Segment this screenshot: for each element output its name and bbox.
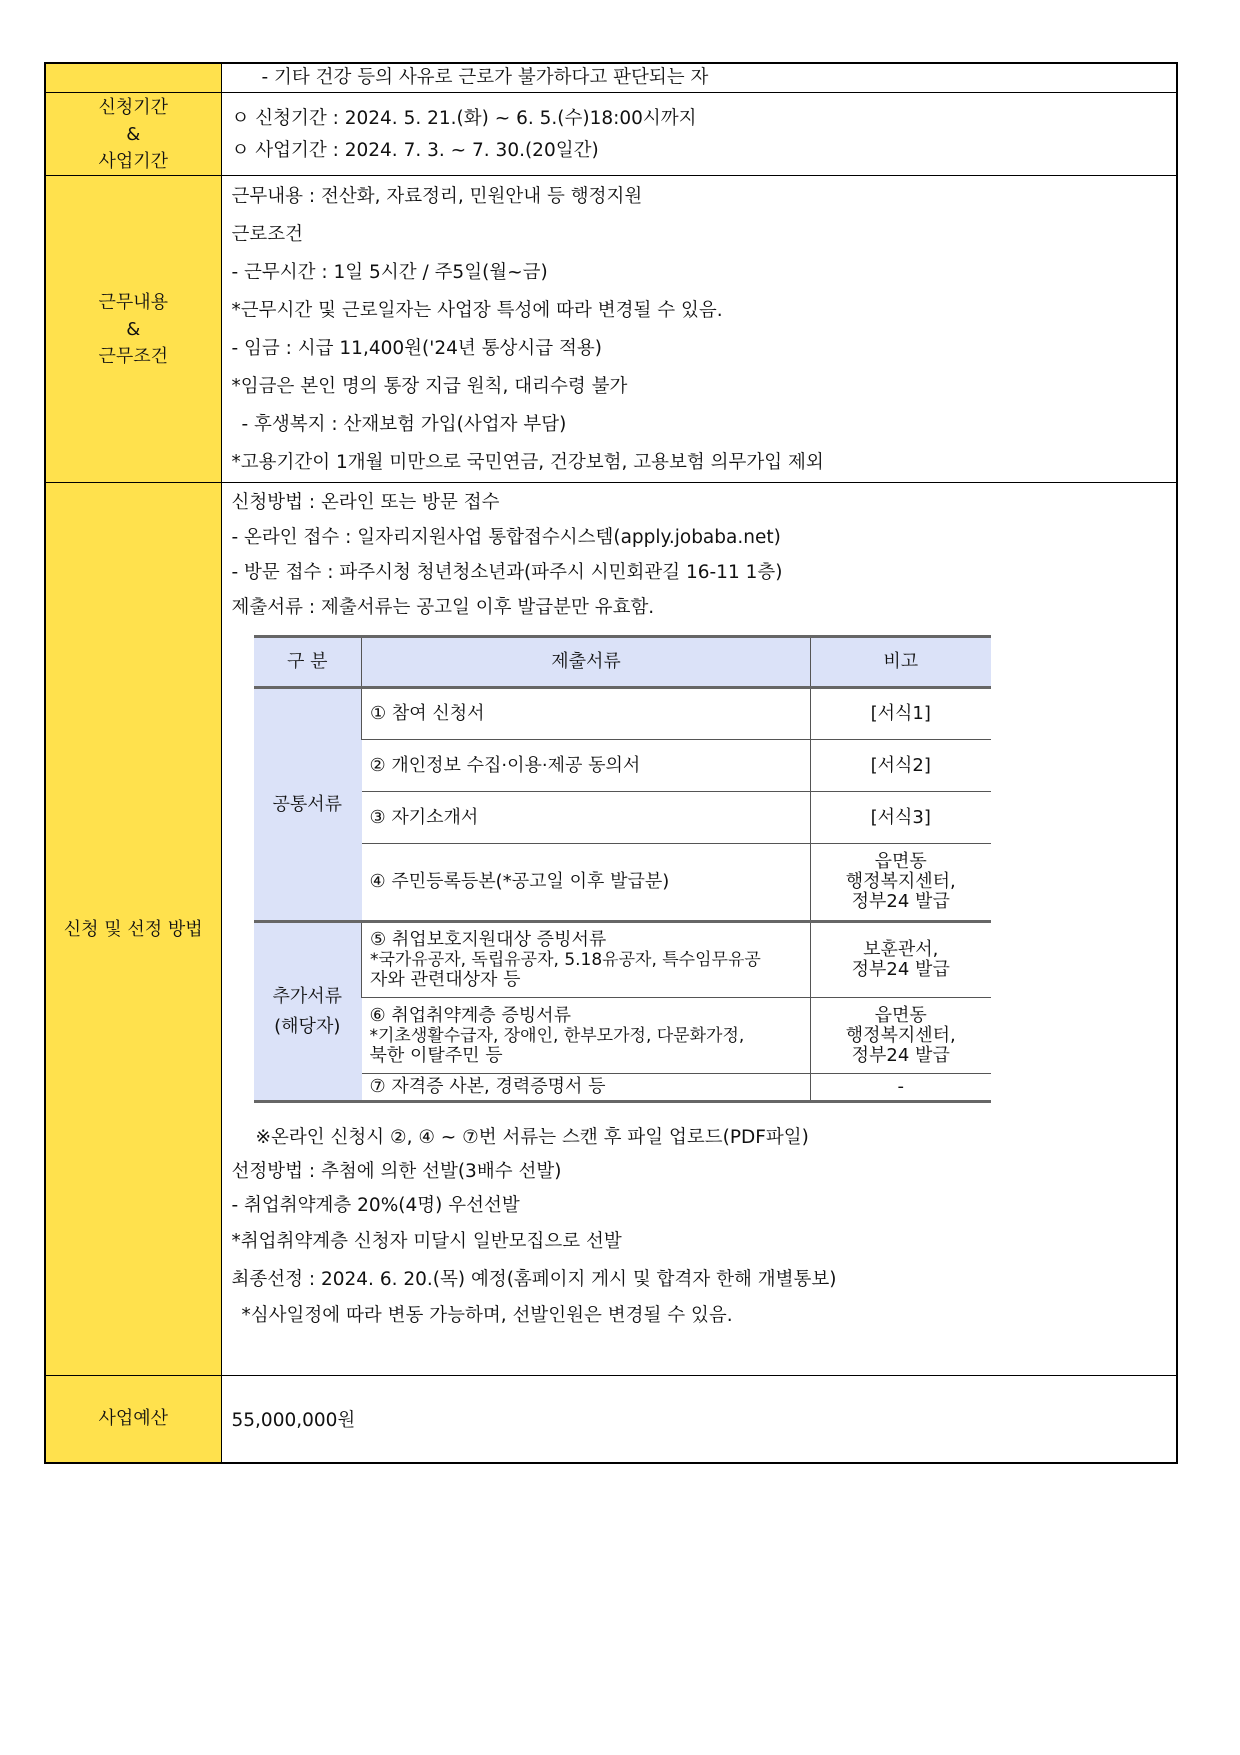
document-item: ① 참여 신청서 (362, 688, 811, 740)
document-note: [서식2] (811, 740, 991, 792)
final-selection: 최종선정 : 2024. 6. 20.(목) 예정(홈페이지 게시 및 합격자 한해 개별통보) (231, 1269, 837, 1290)
table-row (254, 792, 991, 844)
schedule-note: *심사일정에 따라 변동 가능하며, 선발인원은 변경될 수 있음. (241, 1305, 733, 1326)
budget-label: 사업예산 (45, 1376, 221, 1463)
row-budget (45, 1376, 1177, 1463)
required-documents-table (254, 635, 991, 1103)
priority-selection: - 취업취약계층 20%(4명) 우선선발 (231, 1195, 520, 1216)
document-note: [서식3] (811, 792, 991, 844)
document-item: ⑥ 취업취약계층 증빙서류 *기초생활수급자, 장애인, 한부모가정, 다문화가정, 북한 이탈주민 등 (362, 998, 811, 1074)
document-note: - (811, 1074, 991, 1102)
row-work-conditions (45, 176, 1177, 483)
upload-note: ※온라인 신청시 ②, ④ ~ ⑦번 서류는 스캔 후 파일 업로드(PDF파일) (255, 1127, 809, 1148)
program-info-table (44, 62, 1178, 1464)
header-category: 구 분 (254, 637, 362, 688)
document-item: ④ 주민등록등본(*공고일 이후 발급분) (362, 844, 811, 922)
table-row (254, 844, 991, 922)
row-application-selection (45, 483, 1177, 1376)
table-row (254, 1074, 991, 1102)
visit-application: - 방문 접수 : 파주시청 청년청소년과(파주시 시민회관길 16-11 1층) (231, 562, 783, 583)
wage-note: *임금은 본인 명의 통장 지급 원칙, 대리수령 불가 (231, 376, 628, 397)
documents-table-header (254, 637, 991, 688)
business-period: ㅇ 사업기간 : 2024. 7. 3. ~ 7. 30.(20일간) (231, 140, 599, 161)
header-note: 비고 (811, 637, 991, 688)
table-row (254, 688, 991, 740)
document-item: ⑦ 자격증 사본, 경력증명서 등 (369, 1076, 606, 1097)
document-item: ② 개인정보 수집·이용·제공 동의서 (362, 740, 811, 792)
row-disqualification (45, 63, 1177, 93)
document-item: ⑤ 취업보호지원대상 증빙서류 *국가유공자, 독립유공자, 5.18유공자, 특수임무유공 자와 관련대상자 등 (362, 922, 811, 998)
selection-method: 선정방법 : 추첨에 의한 선발(3배수 선발) (231, 1161, 562, 1182)
header-documents: 제출서류 (362, 637, 811, 688)
document-page (44, 62, 1176, 1464)
extra-documents-label: 추가서류 (해당자) (254, 922, 362, 1102)
document-item: ③ 자기소개서 (362, 792, 811, 844)
table-row (254, 922, 991, 998)
budget-value: 55,000,000원 (231, 1409, 356, 1431)
application-selection-label: 신청 및 선정 방법 (45, 483, 221, 1376)
wage: - 임금 : 시급 11,400원('24년 통상시급 적용) (231, 338, 602, 359)
document-note: 읍면동 행정복지센터, 정부24 발급 (811, 844, 991, 922)
welfare: - 후생복지 : 산재보험 가입(사업자 부담) (241, 414, 567, 435)
table-row (254, 740, 991, 792)
empty-label-cell (45, 63, 221, 93)
work-hours-note: *근무시간 및 근로일자는 사업장 특성에 따라 변경될 수 있음. (231, 300, 723, 321)
application-period: ㅇ 신청기간 : 2024. 5. 21.(화) ~ 6. 5.(수)18:00시까지 (231, 108, 697, 129)
disqualification-text: - 기타 건강 등의 사유로 근로가 불가하다고 판단되는 자 (261, 67, 709, 88)
work-conditions-label: 근무내용 & 근무조건 (45, 176, 221, 483)
work-hours: - 근무시간 : 1일 5시간 / 주5일(월~금) (231, 262, 548, 283)
table-row (254, 998, 991, 1074)
work-conditions-heading: 근로조건 (231, 224, 303, 245)
priority-note: *취업취약계층 신청자 미달시 일반모집으로 선발 (231, 1231, 622, 1252)
application-method: 신청방법 : 온라인 또는 방문 접수 (231, 492, 500, 513)
period-label: 신청기간 & 사업기간 (45, 93, 221, 176)
common-documents-label: 공통서류 (254, 688, 362, 922)
document-note: 보훈관서, 정부24 발급 (811, 922, 991, 998)
online-application: - 온라인 접수 : 일자리지원사업 통합접수시스템(apply.jobaba.net) (231, 527, 781, 548)
work-content: 근무내용 : 전산화, 자료정리, 민원안내 등 행정지원 (231, 186, 643, 207)
row-period (45, 93, 1177, 176)
insurance-note: *고용기간이 1개월 미만으로 국민연금, 건강보험, 고용보험 의무가입 제외 (231, 452, 824, 473)
document-note: [서식1] (811, 688, 991, 740)
document-note: 읍면동 행정복지센터, 정부24 발급 (811, 998, 991, 1074)
documents-note: 제출서류 : 제출서류는 공고일 이후 발급분만 유효함. (231, 597, 655, 618)
